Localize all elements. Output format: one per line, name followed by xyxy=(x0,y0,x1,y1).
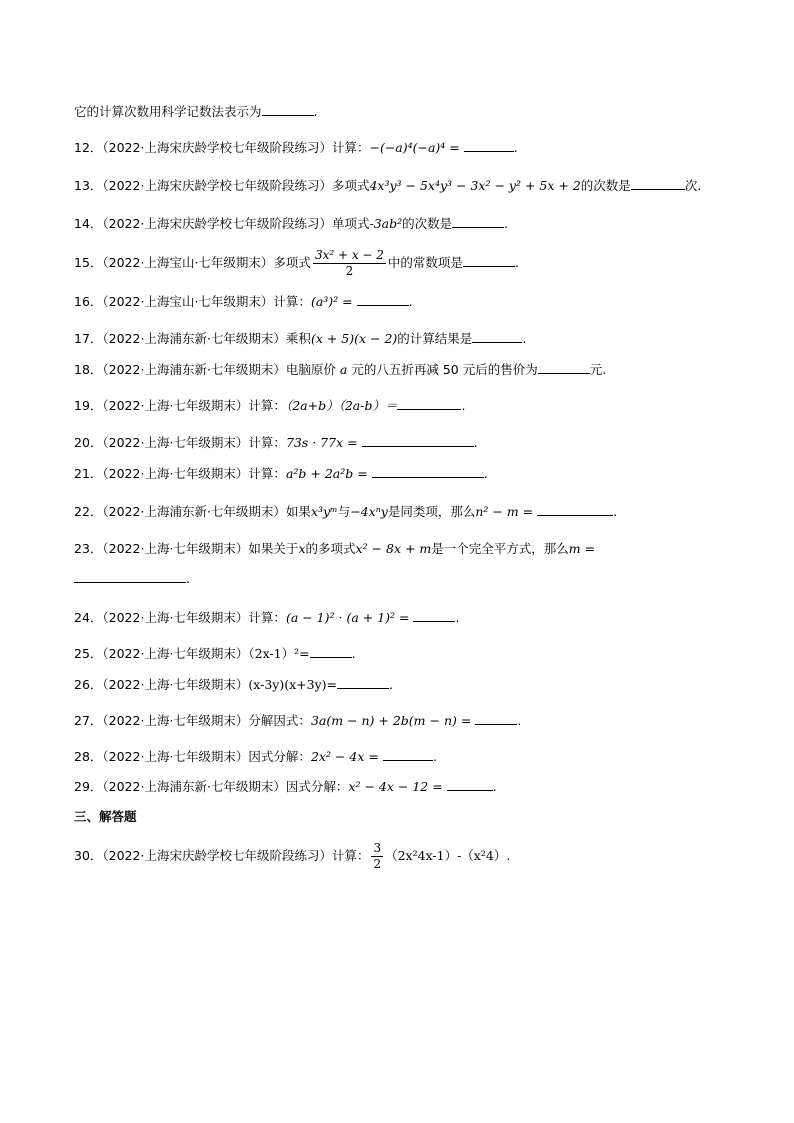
question-23: 23．（2022·上海·七年级期末）如果关于x的多项式x² − 8x + m是一个完全平方式，那么m = xyxy=(74,541,596,556)
fraction: $\frac{\text{3x² + x − 2}}{2}$ xyxy=(314,248,384,278)
question-15: 15．（2022·上海宝山·七年级期末）多项式 $\frac{\text{3x² + x − 2}}{2}$ 中的常数项是 . xyxy=(74,248,519,278)
expression: 3a(m − n) + 2b(m − n) = xyxy=(310,713,472,728)
answer-blank[interactable] xyxy=(362,434,474,447)
answer-blank[interactable] xyxy=(413,609,455,622)
expression: 73s · 77x = xyxy=(285,435,358,450)
answer-blank[interactable] xyxy=(472,330,522,343)
question-19: 19．（2022·上海·七年级期末）计算：（2a+b）（2a-b）＝ . xyxy=(74,398,466,413)
question-28: 28．（2022·上海·七年级期末）因式分解：2x² − 4x = . xyxy=(74,749,437,764)
answer-blank[interactable] xyxy=(537,503,613,516)
question-26: 26．（2022·上海·七年级期末）(x-3y)(x+3y)= . xyxy=(74,677,393,692)
expression: x³yᵐ xyxy=(310,504,338,519)
expression: (x + 5)(x − 2) xyxy=(310,331,398,346)
answer-blank[interactable] xyxy=(383,748,433,761)
answer-blank[interactable] xyxy=(475,712,517,725)
question-22: 22．（2022·上海浦东新·七年级期末）如果x³yᵐ与−4xⁿy是同类项，那么n² − m = . xyxy=(74,504,618,519)
expression: (a³)² = xyxy=(310,294,353,309)
expression: −(−a)⁴(−a)⁴ = xyxy=(369,140,460,155)
question-13: 13．（2022·上海宋庆龄学校七年级阶段练习）多项式4x³y³ − 5x⁴y³ − 3x² − y² + 5x + 2的次数是 次. xyxy=(74,178,702,193)
answer-blank[interactable] xyxy=(447,778,493,791)
expression: (a − 1)² · (a + 1)² = xyxy=(285,610,410,625)
expression: （2x²4x-1）-（x²4） xyxy=(385,848,507,863)
question-27: 27．（2022·上海·七年级期末）分解因式：3a(m − n) + 2b(m − n) = . xyxy=(74,713,522,728)
expression: （2a+b）（2a-b）＝ xyxy=(285,398,398,413)
answer-blank[interactable] xyxy=(310,645,352,658)
answer-blank[interactable] xyxy=(262,103,314,116)
variable: a xyxy=(339,362,348,377)
question-21: 21．（2022·上海·七年级期末）计算：a²b + 2a²b = . xyxy=(74,466,488,481)
question-25: 25．（2022·上海·七年级期末）（2x-1）²= . xyxy=(74,646,356,661)
question-16: 16．（2022·上海宝山·七年级期末）计算：(a³)² = . xyxy=(74,294,413,309)
intro-text: 它的计算次数用科学记数法表示为 xyxy=(74,104,262,119)
intro-line: 它的计算次数用科学记数法表示为 . xyxy=(74,104,318,119)
answer-blank[interactable] xyxy=(463,254,515,267)
answer-blank[interactable] xyxy=(464,139,514,152)
expression: 2x² − 4x = xyxy=(310,749,379,764)
expression: -3ab² xyxy=(369,216,403,231)
answer-blank[interactable] xyxy=(631,177,685,190)
expression: x² − 8x + m xyxy=(355,541,432,556)
question-29: 29．（2022·上海浦东新·七年级期末）因式分解：x² − 4x − 12 = . xyxy=(74,779,497,794)
question-24: 24．（2022·上海·七年级期末）计算：(a − 1)² · (a + 1)² = . xyxy=(74,610,460,625)
expression: （2x-1）²= xyxy=(248,646,310,661)
answer-blank[interactable] xyxy=(74,570,186,583)
answer-blank[interactable] xyxy=(337,676,389,689)
question-23-answer-line: . xyxy=(74,570,190,588)
fraction: $\frac{3}{2}$ xyxy=(373,841,382,871)
expression: 4x³y³ − 5x⁴y³ − 3x² − y² + 5x + 2 xyxy=(369,178,581,193)
section-heading: 三、解答题 xyxy=(74,809,137,824)
question-18: 18．（2022·上海浦东新·七年级期末）电脑原价 a 元的八五折再减 50 元后的售价为 元. xyxy=(74,362,607,377)
question-30: 30．（2022·上海宋庆龄学校七年级阶段练习）计算： $\frac{3}{2}$ （2x²4x-1）-（x²4）. xyxy=(74,841,511,871)
answer-blank[interactable] xyxy=(372,465,484,478)
answer-blank[interactable] xyxy=(538,361,590,374)
answer-blank[interactable] xyxy=(452,215,504,228)
expression: n² − m = xyxy=(475,504,534,519)
answer-blank[interactable] xyxy=(397,397,461,410)
answer-blank[interactable] xyxy=(357,293,409,306)
variable: x xyxy=(298,541,306,556)
question-20: 20．（2022·上海·七年级期末）计算：73s · 77x = . xyxy=(74,435,478,450)
question-12: 12．（2022·上海宋庆龄学校七年级阶段练习）计算：−(−a)⁴(−a)⁴ = . xyxy=(74,140,518,155)
expression: −4xⁿy xyxy=(350,504,388,519)
expression: (x-3y)(x+3y)= xyxy=(248,677,338,692)
expression: m = xyxy=(568,541,596,556)
expression: a²b + 2a²b = xyxy=(285,466,368,481)
question-14: 14．（2022·上海宋庆龄学校七年级阶段练习）单项式-3ab²的次数是 . xyxy=(74,216,509,231)
expression: x² − 4x − 12 = xyxy=(348,779,443,794)
question-17: 17．（2022·上海浦东新·七年级期末）乘积(x + 5)(x − 2)的计算结果是 . xyxy=(74,331,527,346)
